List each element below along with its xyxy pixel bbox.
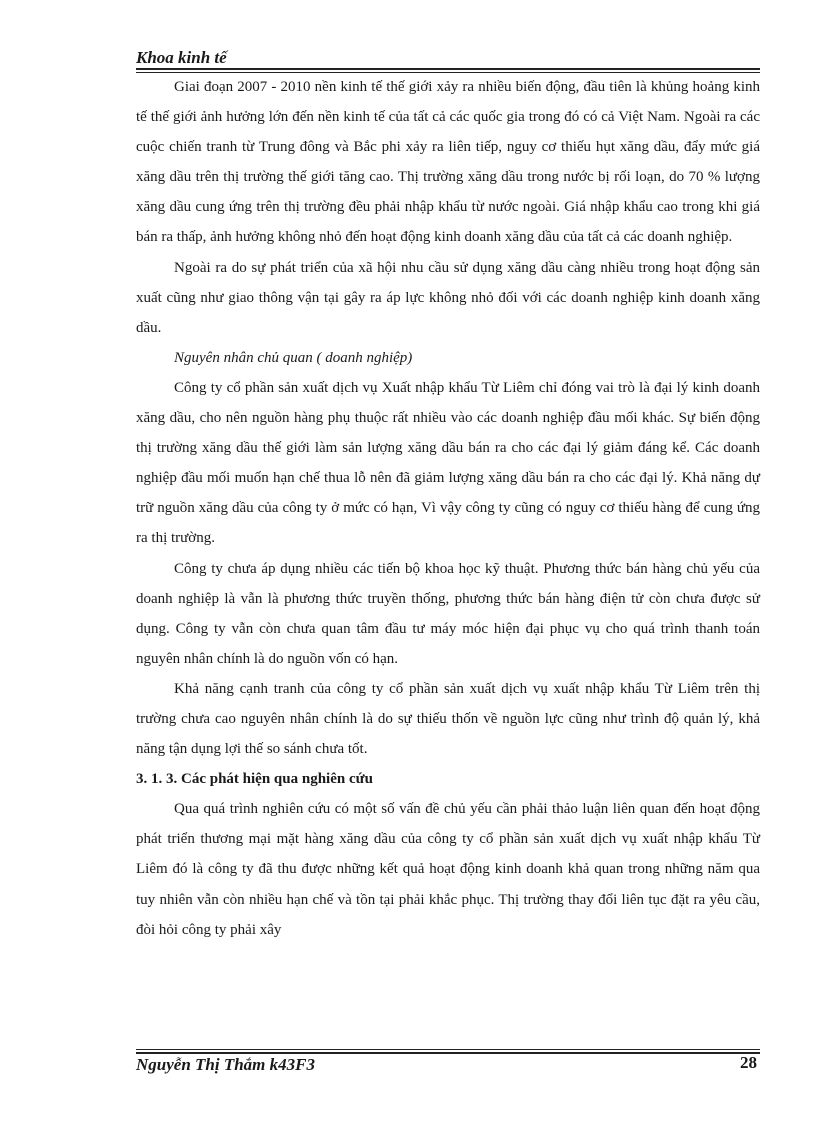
page-number: 28 [740,1053,757,1072]
subheading-subjective-causes: Nguyên nhân chủ quan ( doanh nghiệp) [174,349,413,366]
paragraph-4: Công ty chưa áp dụng nhiều các tiến bộ khoa học kỹ thuật. Phương thức bán hàng chủ yếu của doanh nghiệp là vẫn là phương thức truyền thống, phương thức bán hàng điện tử còn chưa được sử dụng. Công ty vẫn còn chưa quan tâm đầu tư máy móc hiện đại phục vụ cho quá trình thanh toán nguyên nhân chính là do nguồn vốn có hạn. [136,560,760,667]
section-heading: 3. 1. 3. Các phát hiện qua nghiên cứu [136,771,373,788]
footer-divider [136,1049,760,1054]
header-title: Khoa kinh tế [136,48,227,67]
footer-author: Nguyễn Thị Thắm k43F3 [136,1055,315,1074]
paragraph-1: Giai đoạn 2007 - 2010 nền kinh tế thế giới xảy ra nhiều biến động, đầu tiên là khủng hoảng kinh tế thế giới ảnh hưởng lớn đến nền kinh tế của tất cả các quốc gia trong đó có cả Việt Nam. Ngoài ra các cuộc chiến tranh từ Trung đông và Bắc phi xảy ra liên tiếp, nguy cơ thiếu hụt xăng dầu, đẩy mức giá xăng dầu trên thị trường thế giới tăng cao. Thị trường xăng dầu trong nước bị rối loạn, do 70 % lượng xăng dầu cung ứng trên thị trường đều phải nhập khẩu từ nước ngoài. Giá nhập khẩu cao trong khi giá bán ra thấp, ảnh hưởng không nhỏ đến hoạt động kinh doanh xăng dầu của tất cả các doanh nghiệp. [136,79,760,246]
document-body [136,72,760,945]
paragraph-6: Qua quá trình nghiên cứu có một số vấn đề chủ yếu cần phải thảo luận liên quan đến hoạt động phát triển thương mại mặt hàng xăng dầu của công ty cổ phần sản xuất dịch vụ xuất nhập khẩu Từ Liêm đó là công ty đã thu được những kết quả hoạt động kinh doanh khả quan trong những năm qua tuy nhiên vẫn còn nhiều hạn chế và tồn tại phải khắc phục. Thị trường thay đổi liên tục đặt ra yêu cầu, đòi hỏi công ty phải xây [136,801,760,938]
paragraph-3: Công ty cổ phần sản xuất dịch vụ Xuất nhập khẩu Từ Liêm chỉ đóng vai trò là đại lý kinh doanh xăng dầu, cho nên nguồn hàng phụ thuộc rất nhiều vào các doanh nghiệp đầu mối khác. Sự biến động thị trường xăng dầu thế giới làm sản lượng xăng dầu bán ra cho các đại lý giảm đáng kể. Các doanh nghiệp đầu mối muốn hạn chế thua lỗ nên đã giảm lượng xăng dầu bán ra cho các đại lý. Khả năng dự trữ nguồn xăng dầu của công ty ở mức có hạn, Vì vậy công ty cũng có nguy cơ thiếu hàng để cung ứng ra thị trường. [136,379,760,547]
paragraph-5: Khả năng cạnh tranh của công ty cổ phần sản xuất dịch vụ xuất nhập khẩu Từ Liêm trên thị trường chưa cao nguyên nhân chính là do sự thiếu thốn về nguồn lực cũng như trình độ quản lý, khả năng tận dụng lợi thế so sánh chưa tốt. [136,680,760,758]
paragraph-2: Ngoài ra do sự phát triển của xã hội nhu cầu sử dụng xăng dầu càng nhiều trong hoạt động sản xuất cũng như giao thông vận tại gây ra áp lực không nhỏ đối với các doanh nghiệp kinh doanh xăng dầu. [136,259,760,336]
